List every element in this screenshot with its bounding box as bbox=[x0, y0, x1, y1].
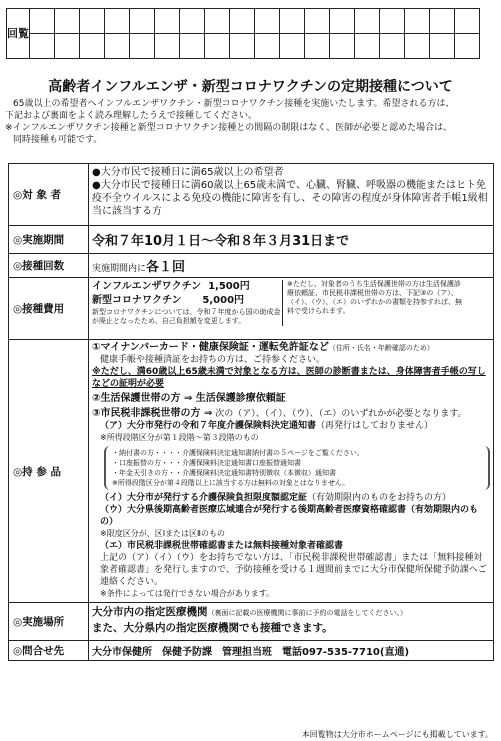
row-contact: ◎問合せ先 大分市保健所 保健予防課 管理担当班 電話097-535-7710(直通) bbox=[9, 641, 494, 661]
intro-text: 65歳以上の希望者へインフルエンザワクチン・新型コロナワクチン接種を実施いたします。希望される方は、 下記および裏面をよく読み理解したうえで接種してください。 ※インフルエンザワクチン接種と新型コロナワクチン接種との間隔の制限はなく、医師が必要と認めた場合は、 同時接種も可能です。 bbox=[5, 99, 455, 145]
row-cost: ◎接種費用 インフルエンザワクチン 1,500円 新型コロナワクチン 5,000円 新型コロナワクチンについては、令和７年度から国の助成金が廃止となったため、自己負担額を変更します。 ※ただし、対象者のうち生活保護世帯の方は生活保護診療依頼証、市民税非課税世帯の方は、下記③の（ア）、（イ）、（ウ）、（エ）のいずれかの書類を持参すれば、無料で受けられます。 bbox=[9, 278, 494, 340]
document-list: ・納付書の方・・・・介護保険料決定通知書納付書の５ページをご覧ください。 ・口座振替の方・・・介護保険料決定通知書口座振替通知書 ・年金天引きの方・・介護保険料決定通知書特別徴収（本徴収）通知書 ※所得段階区分が第４段階以上に該当する方は無料の対象とはなりません。 bbox=[104, 446, 490, 490]
page-title: 高齢者インフルエンザ・新型コロナワクチンの定期接種について bbox=[48, 79, 453, 95]
info-table bbox=[8, 163, 494, 661]
row-place: ◎実施場所 大分市内の指定医療機関（裏面に記載の医療機関に事前に予約の電話をしてください。） また、大分県内の指定医療機関でも接種できます。 bbox=[9, 603, 494, 641]
period-text: 令和７年10月１日～令和８年３月31日まで bbox=[92, 234, 350, 249]
contact-text: 大分市保健所 保健予防課 管理担当班 電話097-535-7710(直通) bbox=[89, 641, 494, 661]
circulation-stamp-grid bbox=[6, 8, 480, 59]
row-target: ◎対 象 者 ●大分市民で接種日に満65歳以上の希望者 ●大分市民で接種日に満60歳以上65歳未満で、心臓、腎臓、呼吸器の機能またはヒト免疫不全ウイルスによる免疫の機能に障害を有し、その障害の程度が身体障害者手帳1級相当に該当する方 bbox=[9, 164, 494, 226]
row-bring: ◎持 参 品 ①マイナンバーカード・健康保険証・運転免許証など（住所・氏名・年齢確認のため） 健康手帳や接種済証をお持ちの方は、ご持参ください。 ※ただし、満60歳以上65歳未満で対象となる方は、医師の診断書または、身体障害者手帳の写しなどの証明が必要 ②生活保護世帯の方 ⇒ 生活保護診療依頼証 ③市民税非課税世帯の方 ⇒ 次の（ア）、（イ）、（ウ）、（エ）のいずれかが必要となります。 （ア）大分市発行の令和７年度介護保険料決定通知書（再発行はしておりません） ※所得段階区分が第１段階～第３段階のもの ・納付書の方・・・・介護保険料決定通知書納付書の５ページをご覧ください。 ・口座振替の方・・・介護保険料決定通知書口座振替通知書 ・年金天引きの方・・介護保険料決定通知書特別徴収（本徴収）通知書 ※所得段階区分が第４段階以上に該当する方は無料の対象とはなりません。 （イ）大分市が発行する介護保険負担限度額認定証（有効期限内のものをお持ちの方） （ウ）大分県後期高齢者医療広域連合が発行する後期高齢者医療資格確認書（有効期限内のもの） ※限度区分が、区Ⅰまたは区Ⅱのもの （エ）市民税非課税世帯確認書または無料接種対象者確認書 上記の（ア）（イ）（ウ）をお持ちでない方は、「市民税非課税世帯確認書」または「無料接種対象者確認書」を発行しますので、予防接種を受ける１週間前までに大分市保健所保健予防課へご連絡ください。 ※条件によっては発行できない場合があります。 bbox=[9, 340, 494, 603]
header-target: ◎対 象 者 bbox=[9, 164, 89, 226]
circulation-label: 回覧 bbox=[7, 9, 30, 59]
row-count: ◎接種回数 実施期間内に各１回 bbox=[9, 254, 494, 278]
row-period: ◎実施期間 令和７年10月１日～令和８年３月31日まで bbox=[9, 226, 494, 254]
footer-note: 本回覧物は大分市ホームページにも掲載しています。 bbox=[301, 730, 493, 739]
